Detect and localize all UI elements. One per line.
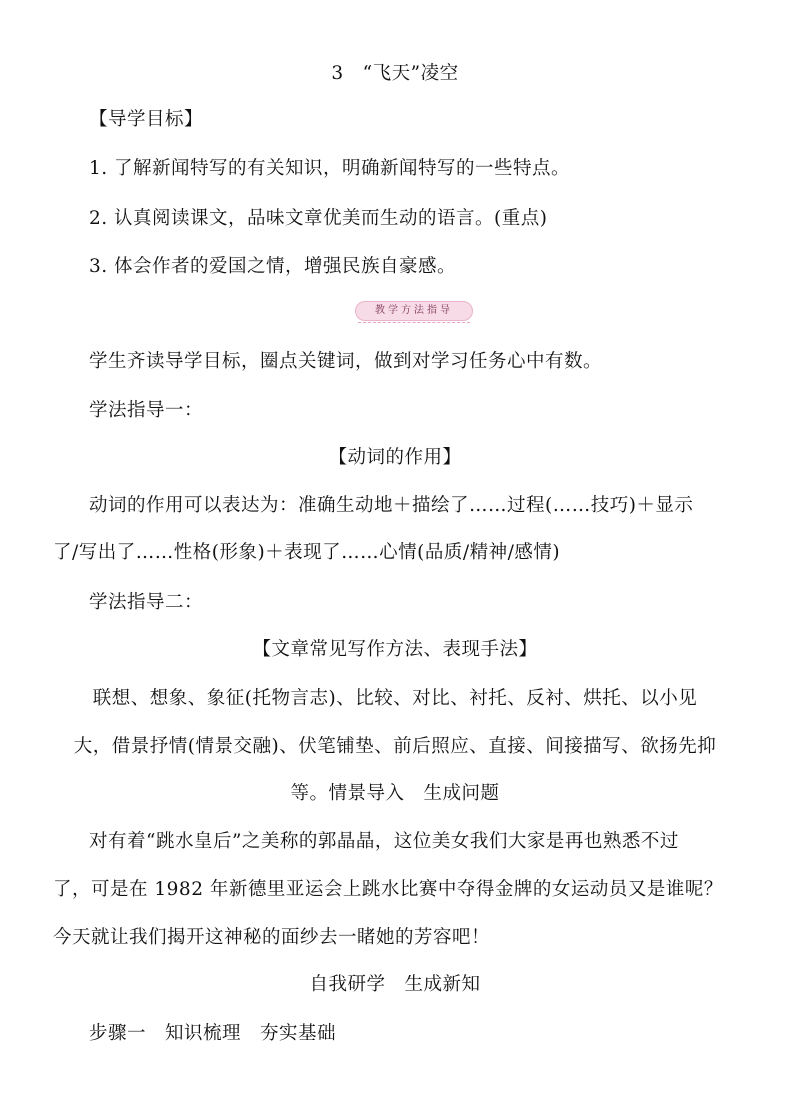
method1-line-2: 了/写出了……性格(形象)＋表现了……心情(品质/精神/感情) bbox=[53, 542, 561, 563]
story-line-1: 对有着“跳水皇后”之美称的郭晶晶，这位美女我们大家是再也熟悉不过 bbox=[89, 831, 679, 852]
goal-item-2: 2. 认真阅读课文，品味文章优美而生动的语言。(重点) bbox=[89, 208, 548, 229]
lesson-title: 3 “飞天”凌空 bbox=[331, 63, 459, 84]
intro-paragraph: 学生齐读导学目标，圈点关键词，做到对学习任务心中有数。 bbox=[89, 351, 603, 372]
section2-heading: 自我研学 生成新知 bbox=[309, 974, 481, 995]
method2-line-3: 等。情景导入 生成问题 bbox=[290, 783, 500, 804]
goals-heading: 【导学目标】 bbox=[89, 109, 204, 130]
method1-label: 学法指导一： bbox=[89, 400, 204, 421]
goal-item-1: 1. 了解新闻特写的有关知识，明确新闻特写的一些特点。 bbox=[89, 158, 571, 179]
method1-line-1: 动词的作用可以表达为：准确生动地＋描绘了……过程(……技巧)＋显示 bbox=[89, 495, 694, 516]
goal-item-3: 3. 体会作者的爱国之情，增强民族自豪感。 bbox=[89, 256, 457, 277]
method2-label: 学法指导二： bbox=[89, 592, 204, 613]
story-line-3: 今天就让我们揭开这神秘的面纱去一睹她的芳容吧！ bbox=[53, 927, 491, 948]
story-line-2: 了，可是在 1982 年新德里亚运会上跳水比赛中夺得金牌的女运动员又是谁呢？ bbox=[53, 879, 723, 900]
method1-heading: 【动词的作用】 bbox=[328, 447, 462, 468]
teaching-method-badge: 教学方法指导 bbox=[355, 301, 473, 321]
method2-heading: 【文章常见写作方法、表现手法】 bbox=[252, 639, 538, 660]
method2-line-1: 联想、想象、象征(托物言志)、比较、对比、衬托、反衬、烘托、以小见 bbox=[92, 688, 698, 709]
badge-underline bbox=[358, 322, 470, 323]
step1-heading: 步骤一 知识梳理 夯实基础 bbox=[89, 1023, 337, 1044]
method2-line-2: 大，借景抒情(情景交融)、伏笔铺垫、前后照应、直接、间接描写、欲扬先抑 bbox=[73, 736, 717, 757]
